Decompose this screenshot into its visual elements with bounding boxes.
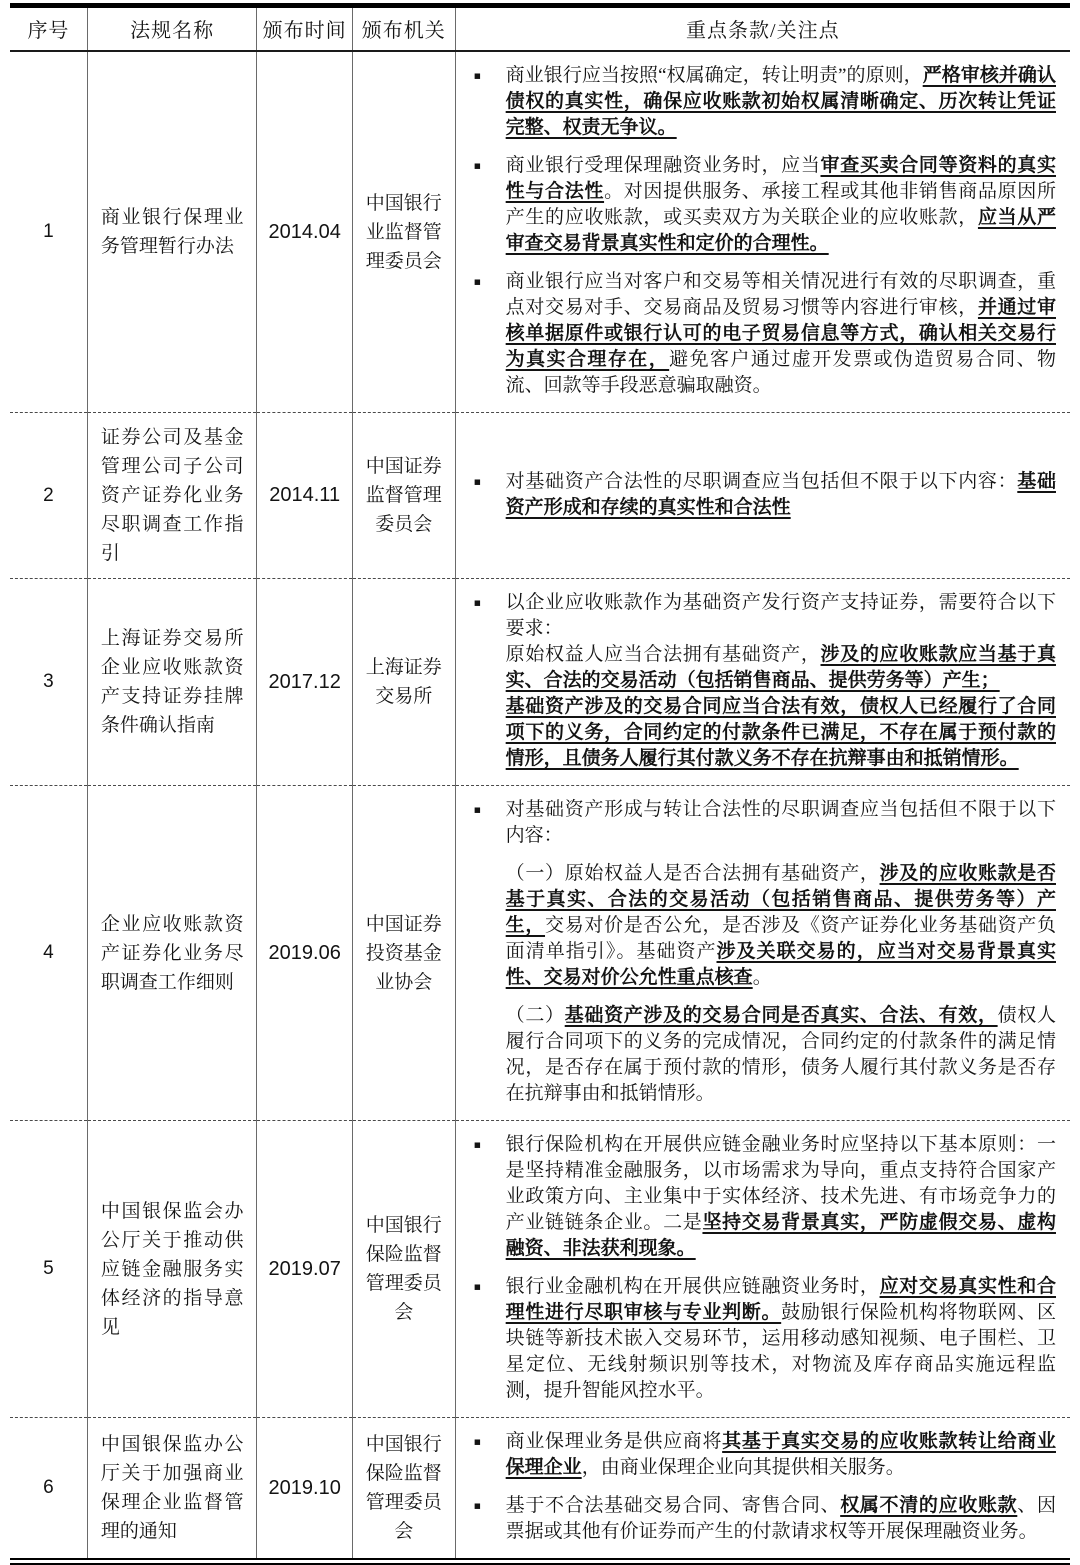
key-point-item xyxy=(471,590,1056,772)
column-header-index: 序号 xyxy=(10,6,87,52)
cell-issue-agency: 中国银行业监督管理委员会 xyxy=(352,51,455,413)
cell-index: 1 xyxy=(43,221,54,242)
text-segment: 商业银行受理保理融资业务时，应当 xyxy=(505,155,821,176)
emphasized-text: 严格审核并确认债权的真实性，确保应收账款初始权属清晰确定、历次转让凭证完整、权责无争议。 xyxy=(505,65,1056,138)
table-header xyxy=(10,6,1070,52)
text-segment: 对基础资产形成与转让合法性的尽职调查应当包括但不限于以下内容： xyxy=(505,799,1056,846)
bullet-icon: ▪ xyxy=(473,596,482,609)
emphasized-text: 涉及关联交易的，应当对交易背景真实性、交易对价公允性重点核查 xyxy=(505,941,1056,988)
text-segment: （二） xyxy=(505,1005,565,1026)
text-segment: 商业保理业务是供应商将 xyxy=(505,1431,723,1452)
key-point-text xyxy=(506,1493,1056,1545)
text-segment: （一）原始权益人是否合法拥有基础资产， xyxy=(505,863,880,884)
text-segment: 以企业应收账款作为基础资产发行资产支持证券，需要符合以下要求： xyxy=(505,592,1056,639)
cell-regulation-name: 中国银保监办公厅关于加强商业保理企业监督管理的通知 xyxy=(87,1418,257,1562)
paragraph xyxy=(506,469,1056,521)
emphasized-text: 基础资产涉及的交易合同应当合法有效，债权人已经履行了合同项下的义务，合同约定的付款条件已满足，不存在属于预付款的情形，且债务人履行其付款义务不存在抗辩事由和抵销情形。 xyxy=(505,696,1056,769)
table-row xyxy=(10,579,1070,786)
text-segment: 鼓励银行保险机构将物联网、区块链等新技术嵌入交易环节，运用移动感知视频、电子围栏、卫星定位、无线射频识别等技术，对物流及库存商品实施远程监测，提升智能风控水平。 xyxy=(505,1302,1056,1401)
paragraph xyxy=(506,63,1056,141)
column-header-issue-date: 颁布时间 xyxy=(257,6,352,52)
cell-issue-date: 2019.07 xyxy=(257,1121,352,1418)
cell-key-points xyxy=(455,579,1070,786)
bullet-icon: ▪ xyxy=(473,803,482,816)
key-point-item xyxy=(471,1429,1056,1481)
cell-key-points xyxy=(455,413,1070,579)
cell-issue-date: 2019.06 xyxy=(257,786,352,1121)
text-segment: 原始权益人应当合法拥有基础资产， xyxy=(505,644,821,665)
paragraph xyxy=(506,153,1056,257)
text-segment: 交易对价是否公允，是否涉及《资产证券化业务基础资产负面清单指引》。基础资产 xyxy=(505,915,1056,962)
regulation-table xyxy=(10,3,1070,1565)
emphasized-text: 权属不清的应收账款 xyxy=(840,1495,1018,1516)
text-segment: 基于不合法基础交易合同、寄售合同、 xyxy=(505,1495,841,1516)
paragraph xyxy=(506,694,1056,772)
cell-issue-date: 2014.04 xyxy=(257,51,352,413)
cell-key-points xyxy=(455,51,1070,413)
text-segment: 对基础资产合法性的尽职调查应当包括但不限于以下内容： xyxy=(505,470,1018,492)
emphasized-text: 基础资产形成和存续的真实性和合法性 xyxy=(505,470,1056,518)
text-segment: 、因票据或其他有价证券而产生的付款请求权等开展保理融资业务。 xyxy=(505,1495,1056,1542)
cell-issue-agency: 中国证券监督管理委员会 xyxy=(352,413,455,579)
table-row xyxy=(10,1418,1070,1562)
bullet-icon: ▪ xyxy=(473,69,482,82)
emphasized-text: 审查买卖合同等资料的真实性与合法性 xyxy=(505,155,1056,202)
key-point-text xyxy=(506,1274,1056,1404)
key-point-item xyxy=(471,1493,1056,1545)
key-point-item xyxy=(471,797,1056,1107)
emphasized-text: 涉及的应收账款应当基于真实、合法的交易活动（包括销售商品、提供劳务等）产生； xyxy=(505,644,1056,691)
paragraph xyxy=(506,590,1056,642)
emphasized-text: 应当从严审查交易背景真实性和定价的合理性。 xyxy=(505,207,1056,254)
paragraph xyxy=(506,1493,1056,1545)
paragraph xyxy=(506,1003,1056,1107)
emphasized-text: 坚持交易背景真实，严防虚假交易、虚构融资、非法获利现象。 xyxy=(505,1212,1056,1259)
cell-index: 5 xyxy=(10,1121,87,1418)
table-row xyxy=(10,51,1070,413)
bullet-icon: ▪ xyxy=(473,474,482,488)
text-segment: 避免客户通过虚开发票或伪造贸易合同、物流、回款等手段恶意骗取融资。 xyxy=(505,349,1056,396)
key-point-item xyxy=(471,1274,1056,1404)
table-row xyxy=(10,1121,1070,1418)
cell-issue-date: 2017.12 xyxy=(257,579,352,786)
cell-issue-agency: 中国银行保险监督管理委员会 xyxy=(352,1121,455,1418)
emphasized-text: 基础资产涉及的交易合同是否真实、合法、有效， xyxy=(564,1005,998,1026)
text-segment: 银行保险机构在开展供应链金融业务时应坚持以下基本原则：一是坚持精准金融服务，以市场需求为导向，重点支持符合国家产业政策方向、主业集中于实体经济、技术先进、有市场竞争力的产业链链条企业。二是 xyxy=(505,1134,1056,1233)
key-point-text xyxy=(506,590,1056,772)
column-header-regulation-name: 法规名称 xyxy=(87,6,257,52)
cell-key-points xyxy=(455,1121,1070,1418)
cell-regulation-name: 上海证券交易所企业应收账款资产支持证券挂牌条件确认指南 xyxy=(87,579,257,786)
key-point-item xyxy=(471,63,1056,141)
text-segment: 债权人履行合同项下的义务的完成情况，合同约定的付款条件的满足情况，是否存在属于预付款的情形，债务人履行其付款义务是否存在抗辩事由和抵销情形。 xyxy=(505,1005,1056,1104)
cell-regulation-name: 企业应收账款资产证券化业务尽职调查工作细则 xyxy=(87,786,257,1121)
cell-index: 6 xyxy=(10,1418,87,1562)
paragraph xyxy=(506,1274,1056,1404)
text-segment: 商业银行应当对客户和交易等相关情况进行有效的尽职调查，重点对交易对手、交易商品及贸易习惯等内容进行审核， xyxy=(505,271,1056,318)
key-point-text xyxy=(506,153,1056,257)
text-segment: 银行业金融机构在开展供应链融资业务时， xyxy=(505,1276,880,1297)
key-point-item xyxy=(471,269,1056,399)
column-header-issue-agency: 颁布机关 xyxy=(352,6,455,52)
bullet-icon: ▪ xyxy=(473,1435,482,1448)
table-body xyxy=(10,51,1070,1562)
cell-index: 4 xyxy=(10,786,87,1121)
table-row xyxy=(10,786,1070,1121)
text-segment: 。对因提供服务、承接工程或其他非销售商品原因所产生的应收账款，或买卖双方为关联企业的应收账款， xyxy=(505,181,1056,228)
header-row xyxy=(10,6,1070,52)
paragraph xyxy=(506,1132,1056,1262)
emphasized-text: 应对交易真实性和合理性进行尽职审核与专业判断。 xyxy=(505,1276,1056,1323)
key-point-text xyxy=(506,797,1056,1107)
emphasized-text: 其基于真实交易的应收账款转让给商业保理企业 xyxy=(505,1431,1056,1478)
key-point-item xyxy=(471,1132,1056,1262)
key-point-text xyxy=(506,269,1056,399)
emphasized-text: 涉及的应收账款是否基于真实、合法的交易活动（包括销售商品、提供劳务等）产生， xyxy=(505,863,1056,936)
paragraph xyxy=(506,1429,1056,1481)
paragraph xyxy=(506,797,1056,849)
key-point-item xyxy=(471,469,1056,521)
bullet-icon: ▪ xyxy=(473,1499,482,1512)
cell-regulation-name: 中国银保监会办公厅关于推动供应链金融服务实体经济的指导意见 xyxy=(87,1121,257,1418)
paragraph xyxy=(506,861,1056,991)
text-segment: ，由商业保理企业向其提供相关服务。 xyxy=(581,1457,905,1478)
text-segment: 。 xyxy=(752,967,772,988)
key-point-text xyxy=(506,1429,1056,1481)
cell-key-points xyxy=(455,1418,1070,1562)
key-point-text xyxy=(506,469,1056,521)
bullet-icon: ▪ xyxy=(473,1280,482,1293)
bullet-icon: ▪ xyxy=(473,275,482,288)
text-segment: 商业银行应当按照“权属确定，转让明责”的原则， xyxy=(505,65,923,86)
key-point-item xyxy=(471,153,1056,257)
paragraph xyxy=(506,642,1056,694)
table-row xyxy=(10,413,1070,579)
cell-regulation-name: 商业银行保理业务管理暂行办法 xyxy=(87,51,257,413)
column-header-key-points: 重点条款/关注点 xyxy=(455,6,1070,52)
emphasized-text: 并通过审核单据原件或银行认可的电子贸易信息等方式，确认相关交易行为真实合理存在， xyxy=(505,297,1056,370)
cell-issue-date: 2014.11 xyxy=(257,413,352,579)
bullet-icon: ▪ xyxy=(473,1138,482,1151)
cell-issue-agency: 中国证券投资基金业协会 xyxy=(352,786,455,1121)
cell-regulation-name: 证券公司及基金管理公司子公司资产证券化业务尽职调查工作指引 xyxy=(87,413,257,579)
key-point-text xyxy=(506,1132,1056,1262)
key-point-text xyxy=(506,63,1056,141)
bullet-icon: ▪ xyxy=(473,159,482,172)
cell-issue-date: 2019.10 xyxy=(257,1418,352,1562)
cell-key-points xyxy=(455,786,1070,1121)
cell-index: 2 xyxy=(10,413,87,579)
paragraph xyxy=(506,269,1056,399)
cell-issue-agency: 上海证券交易所 xyxy=(352,579,455,786)
cell-index: 3 xyxy=(10,579,87,786)
cell-issue-agency: 中国银行保险监督管理委员会 xyxy=(352,1418,455,1562)
